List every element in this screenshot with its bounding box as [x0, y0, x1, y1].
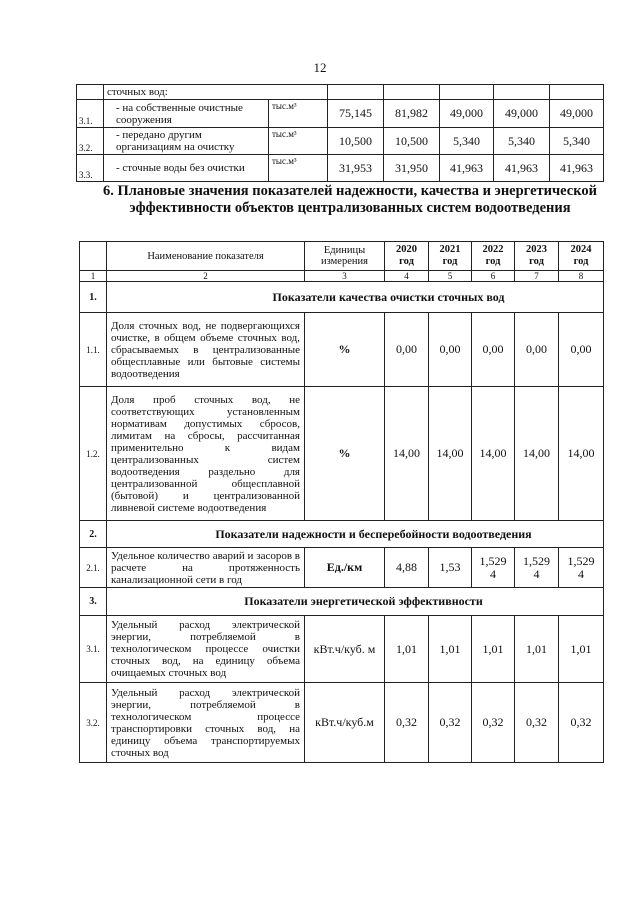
section-number: 1.: [80, 282, 107, 313]
table-row: [77, 155, 604, 182]
row-value: 0,00: [429, 313, 472, 387]
column-number: 6: [472, 271, 515, 282]
table-row: [80, 313, 604, 387]
header-year: 2023 год: [515, 242, 559, 271]
row-value: 0,32: [559, 683, 604, 763]
row-value: 14,00: [429, 387, 472, 521]
row-value: 49,000: [494, 100, 550, 128]
row-number: 3.1.: [80, 616, 107, 683]
table-cell-intro: сточных вод:: [104, 85, 269, 100]
row-value: 0,00: [385, 313, 429, 387]
section-row: [80, 521, 604, 548]
row-name: Удельное количество аварий и засоров в расчете на протяженность канализационной сети в год: [107, 548, 305, 588]
row-value: 1,01: [515, 616, 559, 683]
column-number: 8: [559, 271, 604, 282]
row-value: 41,963: [494, 155, 550, 182]
row-value: 4,88: [385, 548, 429, 588]
header-year: 2024 год: [559, 242, 604, 271]
table-row: [80, 387, 604, 521]
header-year: 2020 год: [385, 242, 429, 271]
row-number: 3.2.: [80, 683, 107, 763]
row-unit: кВт.ч/куб. м: [305, 616, 385, 683]
table-row: [77, 85, 604, 100]
row-value: 49,000: [440, 100, 494, 128]
section-row: [80, 282, 604, 313]
row-number: 3.2.: [77, 128, 104, 155]
row-unit: тыс.м³: [269, 155, 328, 182]
header-year: 2022 год: [472, 242, 515, 271]
table-row: [80, 683, 604, 763]
section-heading: Показатели надежности и бесперебойности водоотведения: [107, 521, 604, 548]
row-value: 1,01: [429, 616, 472, 683]
table-row: [80, 616, 604, 683]
row-name: - сточные воды без очистки: [104, 155, 269, 182]
row-unit: Ед./км: [305, 548, 385, 588]
row-value: 1,529 4: [472, 548, 515, 588]
row-value: 0,00: [472, 313, 515, 387]
row-value: 14,00: [515, 387, 559, 521]
row-name: Доля сточных вод, не подвергающихся очистке, в общем объеме сточных вод, сбрасываемых в централизованные общесплавные или бытовые системы водоотведения: [107, 313, 305, 387]
row-number: 3.1.: [77, 100, 104, 128]
row-unit: тыс.м³: [269, 128, 328, 155]
row-unit: тыс.м³: [269, 100, 328, 128]
planned-indicators-table: [79, 241, 604, 763]
row-value: 5,340: [550, 128, 604, 155]
table-row: [77, 100, 604, 128]
column-number: 1: [80, 271, 107, 282]
row-name: Доля проб сточных вод, не соответствующих установленным нормативам допустимых сбросов, лимитам на сбросы, рассчитанная применительно к видам централизованных систем водоотведения раздельно для централизованной общесплавной (бытовой) и централизованной ливневой системе водоотведения: [107, 387, 305, 521]
section-row: [80, 588, 604, 616]
row-value: 49,000: [550, 100, 604, 128]
row-value: 1,01: [385, 616, 429, 683]
row-value: 1,529 4: [559, 548, 604, 588]
column-number: 4: [385, 271, 429, 282]
column-number-row: [80, 271, 604, 282]
row-value: 0,32: [515, 683, 559, 763]
header-year: 2021 год: [429, 242, 472, 271]
row-value: 0,32: [472, 683, 515, 763]
page-number: 12: [313, 60, 327, 75]
row-name: - на собственные очистные сооружения: [104, 100, 269, 128]
row-unit: %: [305, 313, 385, 387]
row-value: 5,340: [440, 128, 494, 155]
row-value: 0,32: [429, 683, 472, 763]
row-value: 1,01: [559, 616, 604, 683]
header-row: [80, 242, 604, 271]
header-name: Наименование показателя: [107, 242, 305, 271]
row-value: 10,500: [328, 128, 384, 155]
row-name: - передано другим организациям на очистку: [104, 128, 269, 155]
row-value: 75,145: [328, 100, 384, 128]
wastewater-volume-table: [76, 84, 604, 182]
header-unit: Единицы измерения: [305, 242, 385, 271]
row-number: 1.2.: [80, 387, 107, 521]
row-value: 81,982: [384, 100, 440, 128]
row-value: 0,00: [515, 313, 559, 387]
row-value: 31,950: [384, 155, 440, 182]
row-value: 0,32: [385, 683, 429, 763]
row-value: 31,953: [328, 155, 384, 182]
section-number: 3.: [80, 588, 107, 616]
column-number: 5: [429, 271, 472, 282]
section-heading: Показатели энергетической эффективности: [107, 588, 604, 616]
column-number: 3: [305, 271, 385, 282]
section-heading: Показатели качества очистки сточных вод: [107, 282, 604, 313]
row-number: 1.1.: [80, 313, 107, 387]
row-number: 3.3.: [77, 155, 104, 182]
row-unit: кВт.ч/куб.м: [305, 683, 385, 763]
row-value: 1,01: [472, 616, 515, 683]
row-value: 1,53: [429, 548, 472, 588]
row-name: Удельный расход электрической энергии, потребляемой в технологическом процессе очистки сточных вод, на единицу объема очищаемых сточных вод: [107, 616, 305, 683]
row-value: 0,00: [559, 313, 604, 387]
column-number: 7: [515, 271, 559, 282]
row-number: 2.1.: [80, 548, 107, 588]
row-value: 5,340: [494, 128, 550, 155]
row-unit: %: [305, 387, 385, 521]
row-value: 1,529 4: [515, 548, 559, 588]
table-row: [77, 128, 604, 155]
row-value: 41,963: [440, 155, 494, 182]
section-title: 6. Плановые значения показателей надежности, качества и энергетической эффективности объектов централизованных систем водоотведения: [103, 183, 597, 216]
row-value: 14,00: [385, 387, 429, 521]
row-name: Удельный расход электрической энергии, потребляемой в технологическом процессе транспортировки сточных вод, на единицу объема транспортируемых сточных вод: [107, 683, 305, 763]
table-row: [80, 548, 604, 588]
row-value: 41,963: [550, 155, 604, 182]
row-value: 14,00: [472, 387, 515, 521]
section-number: 2.: [80, 521, 107, 548]
row-value: 14,00: [559, 387, 604, 521]
column-number: 2: [107, 271, 305, 282]
row-value: 10,500: [384, 128, 440, 155]
